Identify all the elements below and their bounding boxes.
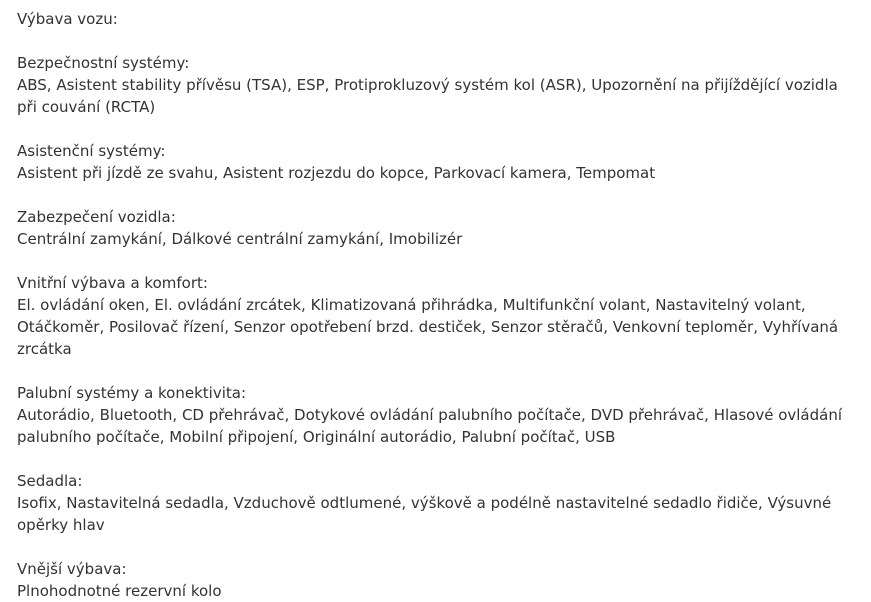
section-body: ABS, Asistent stability přívěsu (TSA), ESP, Protiprokluzový systém kol (ASR), Upozornění na přijíždějící vozidla při couvání (RCTA) <box>17 76 838 116</box>
section-heading: Vnitřní výbava a komfort: <box>17 274 208 292</box>
section-heading: Zabezpečení vozidla: <box>17 208 176 226</box>
section-vehicle-security <box>17 206 849 250</box>
section-body: El. ovládání oken, El. ovládání zrcátek, Klimatizovaná přihrádka, Multifunkční volant, Nastavitelný volant, Otáčkoměr, Posilovač řízení, Senzor opotřebení brzd. destiček, Senzor stěračů, Venkovní teploměr, Vyhřívaná zrcátka <box>17 296 839 358</box>
page-title: Výbava vozu: <box>17 10 118 28</box>
section-exterior <box>17 558 849 602</box>
section-body: Autorádio, Bluetooth, CD přehrávač, Dotykové ovládání palubního počítače, DVD přehrávač, Hlasové ovládání palubního počítače, Mobilní připojení, Originální autorádio, Palubní počítač, USB <box>17 406 843 446</box>
section-body: Isofix, Nastavitelná sedadla, Vzduchově odtlumené, výškově a podélně nastavitelné sedadlo řidiče, Výsuvné opěrky hlav <box>17 494 832 534</box>
section-heading: Palubní systémy a konektivita: <box>17 384 247 402</box>
section-heading: Asistenční systémy: <box>17 142 166 160</box>
section-body: Plnohodnotné rezervní kolo <box>17 582 222 600</box>
section-heading: Sedadla: <box>17 472 83 490</box>
section-heading: Bezpečnostní systémy: <box>17 54 190 72</box>
section-body: Centrální zamykání, Dálkové centrální zamykání, Imobilizér <box>17 230 463 248</box>
section-heading: Vnější výbava: <box>17 560 127 578</box>
section-safety-systems <box>17 52 849 118</box>
section-interior-comfort <box>17 272 849 360</box>
section-onboard-connectivity <box>17 382 849 448</box>
section-seats <box>17 470 849 536</box>
section-body: Asistent při jízdě ze svahu, Asistent rozjezdu do kopce, Parkovací kamera, Tempomat <box>17 164 656 182</box>
section-assistance-systems <box>17 140 849 184</box>
